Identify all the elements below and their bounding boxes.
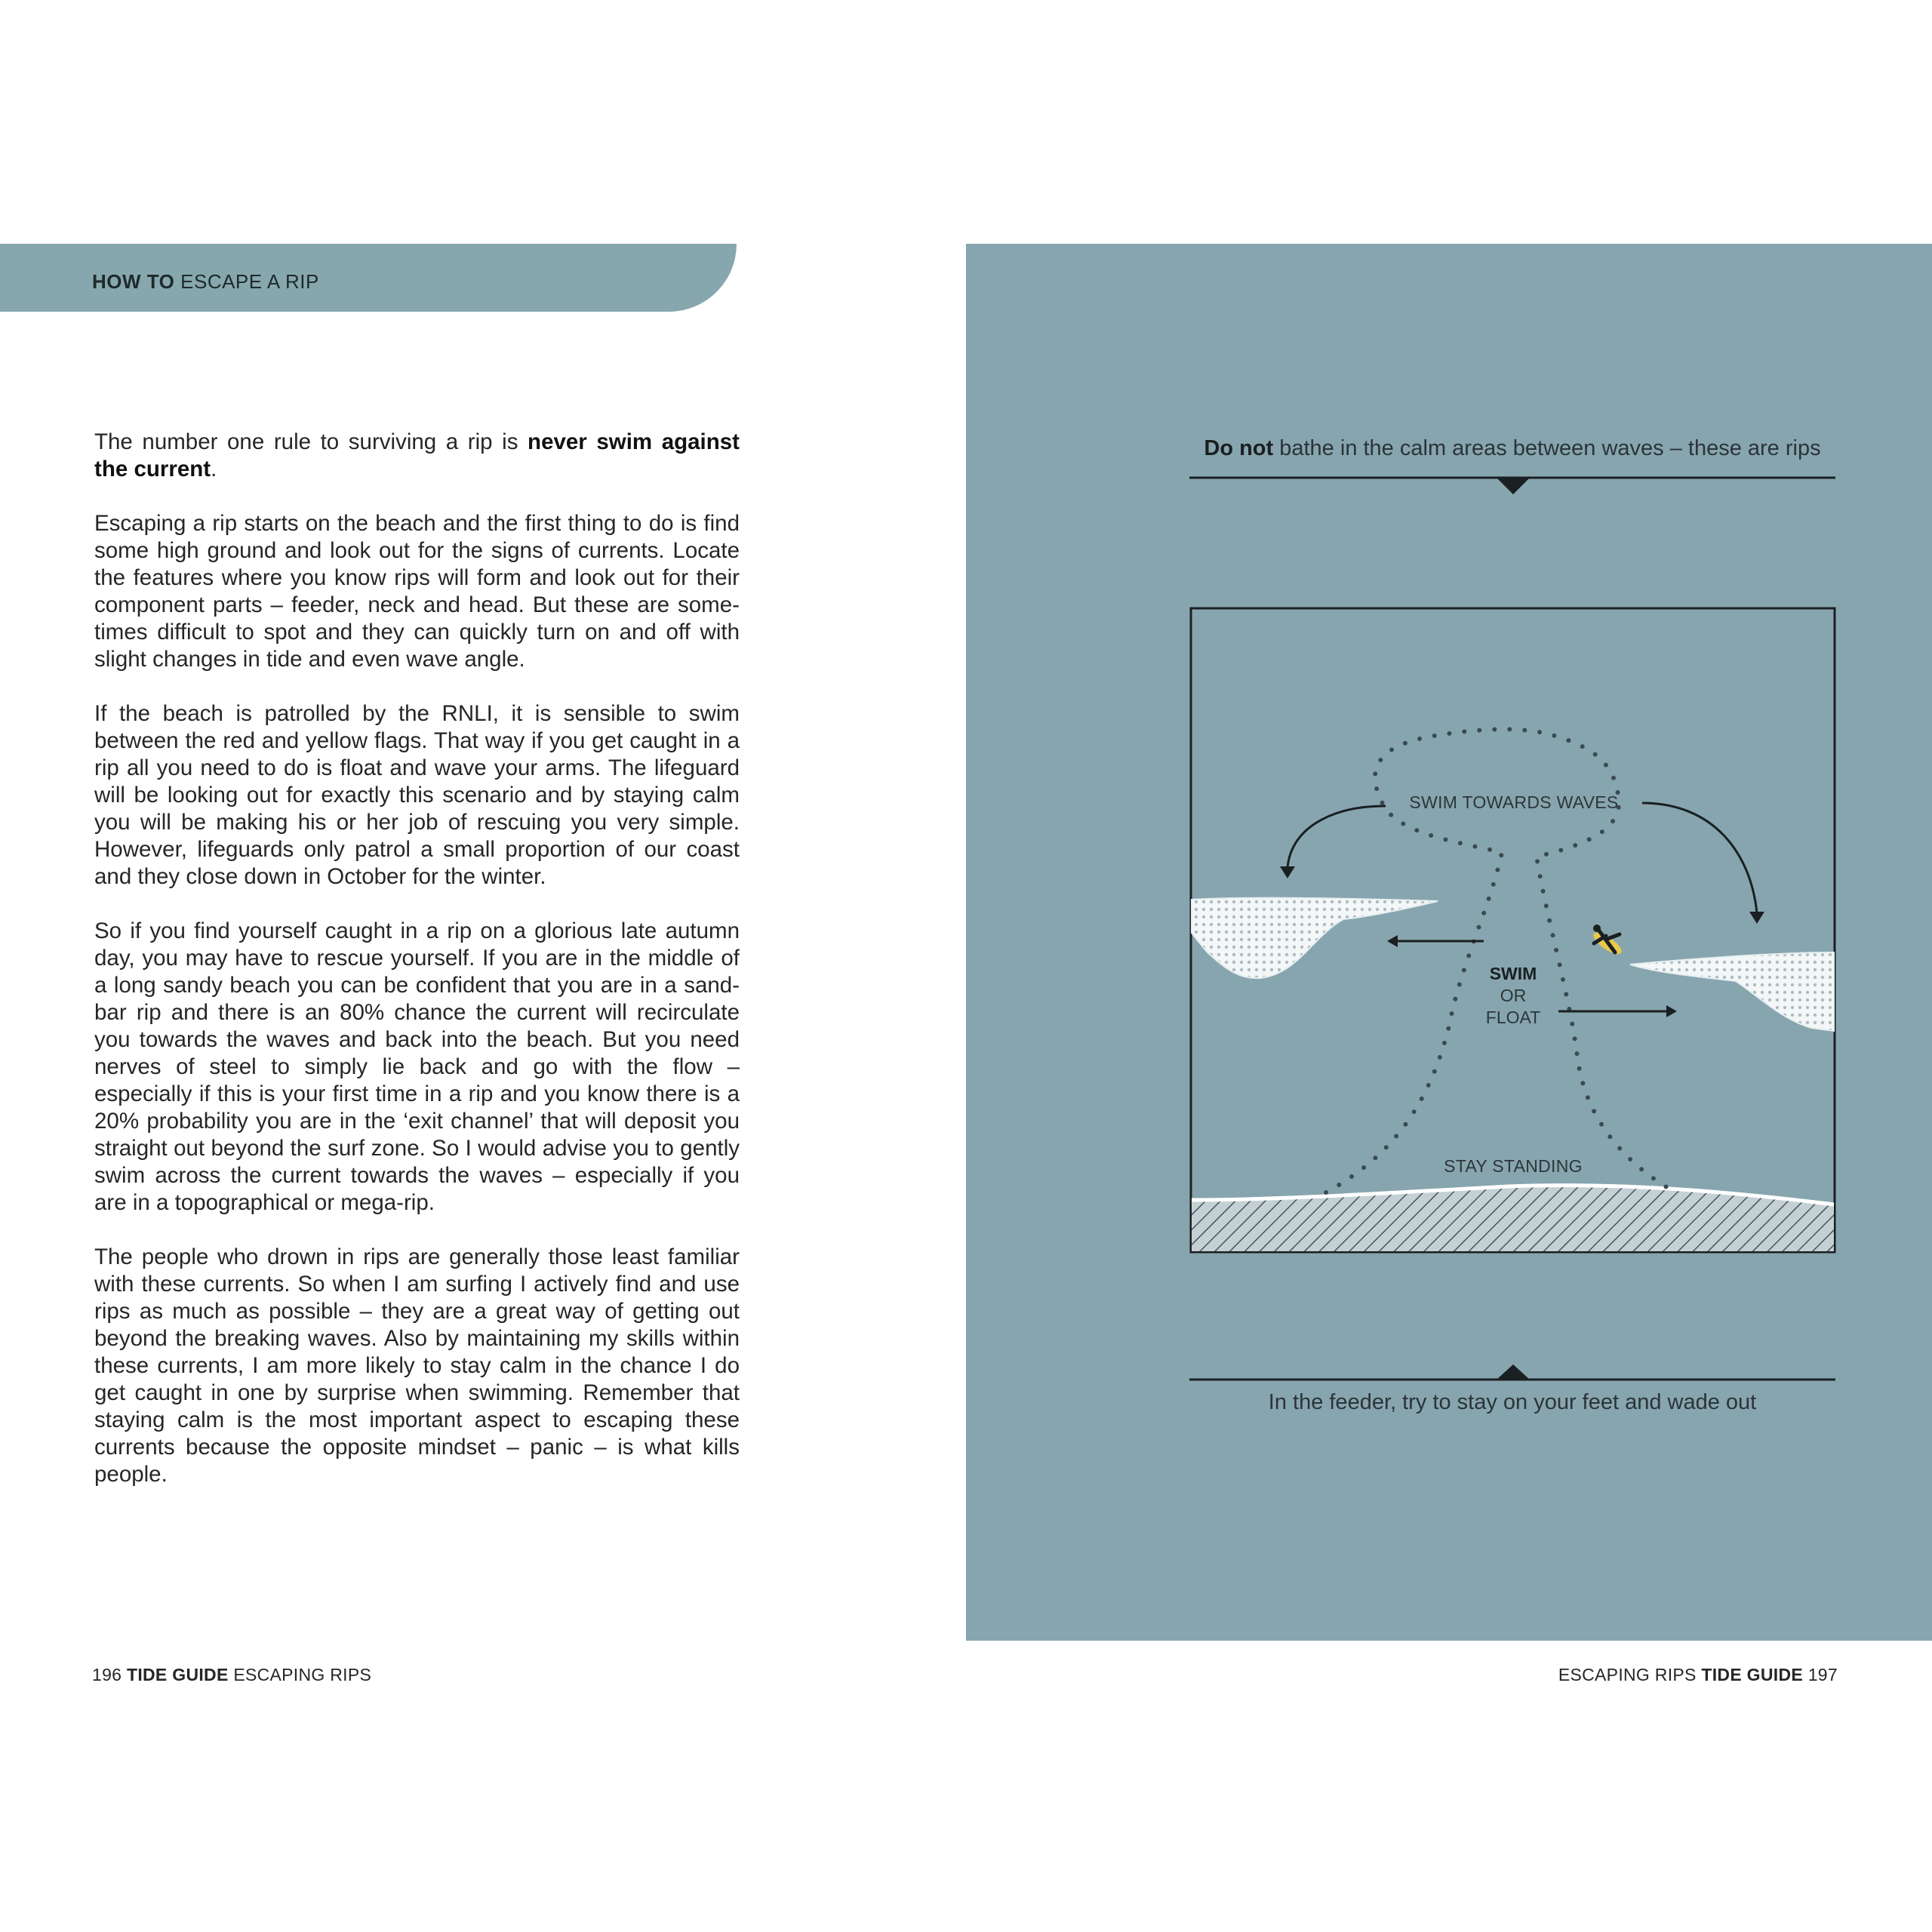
header-bold: HOW TO	[92, 270, 175, 293]
label-swim: SWIM	[1489, 964, 1537, 983]
intro-before: The number one rule to surviving a rip is	[94, 429, 528, 454]
footer-left-page-number: 196	[92, 1665, 122, 1684]
caption-top-bold: Do not	[1204, 436, 1274, 460]
surfer-icon	[1590, 924, 1624, 958]
curved-arrow-right-head	[1749, 912, 1764, 924]
paragraph-2: If the beach is patrolled by the RNLI, it is sensible to swim between the red and yellow flags. That way if you get caught in a rip all you need to do is float and wave your arms. The lifeguard will be looking out for exactly this scenario and by staying calm you will be making his or her job of rescuing you very simple. However, lifeguards only patrol a small proportion of our coast and they close down in October for the winter.	[94, 701, 740, 889]
label-swim-or-float	[1472, 963, 1555, 1029]
left-wave-foam	[1192, 898, 1438, 978]
paragraph-3: So if you find yourself caught in a rip on a glorious late autumn day, you may have to rescue yourself. If you are in the middle of a long sandy beach you can be confident that you are in a sandbar rip and there is an 80% chance the current will recirculate you towards the waves and back into the beach. But you need nerves of steel to simply lie back and go with the flow – especially if this is your first time in a rip and you know there is a 20% probability you are in the ‘exit channel’ that will deposit you straight out beyond the surf zone. So I would advise you to gently swim across the current towards the waves – especially if you are in a topographical or mega-rip.	[94, 918, 740, 1215]
paragraph-4: The people who drown in rips are generally those least familiar with these currents. So when I am surfing I actively find and use rips as much as possible – they are a great way of getting out beyond the breaking waves. Also by maintaining my skills within these currents, I am more likely to stay calm in the chance I do get caught in one by surprise when swimming. Remember that staying calm is the most important aspect to escaping these currents because the opposite mindset – panic – is what kills people.	[94, 1244, 740, 1487]
footer-right	[1558, 1665, 1838, 1685]
right-wave-foam	[1630, 952, 1834, 1031]
swim-arrow-left-head	[1387, 935, 1398, 947]
paragraph-1: Escaping a rip starts on the beach and the first thing to do is find some high ground and look out for the signs of currents. Locate the features where you know rips will form and look out for their component parts – feeder, neck and head. But these are sometimes difficult to spot and they can quickly turn on and off with slight changes in tide and even wave angle.	[94, 511, 740, 672]
footer-right-page-number: 197	[1807, 1665, 1838, 1684]
top-arrow-marker	[1497, 478, 1530, 494]
caption-bottom: In the feeder, try to stay on your feet and wade out	[1268, 1390, 1757, 1414]
header-rest: ESCAPE A RIP	[174, 270, 319, 293]
footer-right-rest: ESCAPING RIPS	[1558, 1665, 1697, 1684]
label-stay-standing: STAY STANDING	[1444, 1156, 1583, 1176]
intro-bold: never swim against the current	[94, 429, 740, 481]
label-or: OR	[1500, 986, 1527, 1005]
label-float: FLOAT	[1485, 1008, 1541, 1027]
footer-left-bold: TIDE GUIDE	[126, 1665, 229, 1684]
curved-arrow-left-head	[1280, 866, 1295, 878]
label-swim-towards-waves: SWIM TOWARDS WAVES	[1409, 792, 1619, 812]
intro-after: .	[211, 457, 217, 481]
bottom-arrow-marker	[1497, 1364, 1530, 1380]
curved-arrow-left	[1287, 806, 1386, 868]
caption-top	[1189, 436, 1835, 461]
float-arrow-right-head	[1666, 1005, 1677, 1017]
footer-right-bold: TIDE GUIDE	[1701, 1665, 1804, 1684]
curved-arrow-right	[1642, 803, 1757, 913]
caption-top-rest: bathe in the calm areas between waves – these are rips	[1273, 436, 1821, 460]
footer-left-rest: ESCAPING RIPS	[233, 1665, 372, 1684]
